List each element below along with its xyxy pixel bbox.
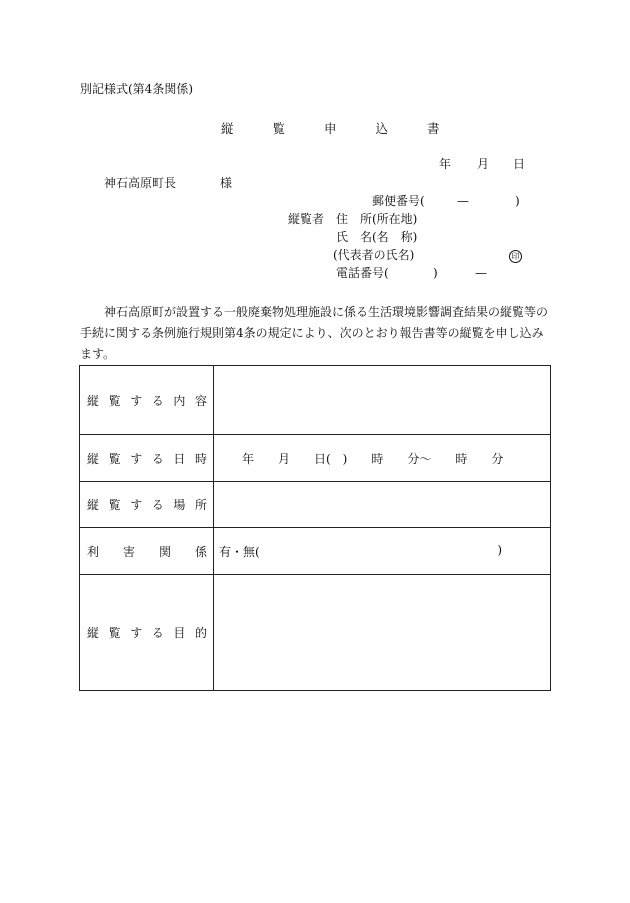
place-field[interactable] — [214, 482, 551, 528]
title-char: 覧 — [272, 121, 285, 136]
content-field[interactable] — [214, 366, 551, 435]
phone-dash: — — [475, 266, 487, 280]
addressee-honorific: 様 — [220, 176, 233, 190]
purpose-field[interactable] — [214, 575, 551, 691]
application-statement: 神石高原町が設置する一般廃棄物処理施設に係る生活環境影響調査結果の縦覧等の手続に関する条例施行規則第4条の規定により、次のとおり報告書等の縦覧を申し込みます。 — [80, 305, 549, 361]
title-char: 申 — [323, 121, 337, 136]
representative-label: (代表者の氏名) — [333, 248, 415, 262]
table-row — [80, 575, 551, 691]
row-label-purpose: 縦 覧 す る 目 的 — [80, 575, 214, 691]
title-char: 縦 — [221, 121, 234, 136]
seal-icon: 印 — [509, 250, 522, 263]
row-label-place: 縦 覧 す る 場 所 — [80, 482, 214, 528]
postal-code-dash: — — [457, 194, 469, 208]
table-row — [80, 435, 551, 482]
postal-code-close: ) — [515, 194, 520, 208]
table-row — [80, 528, 551, 575]
row-label-content: 縦 覧 す る 内 容 — [80, 366, 214, 435]
date-day-label: 日 — [513, 157, 526, 171]
title-char: 込 — [375, 121, 388, 136]
interest-field[interactable] — [214, 528, 551, 575]
postal-code-label: 郵便番号( — [372, 194, 425, 208]
table-row — [80, 482, 551, 528]
datetime-field[interactable] — [214, 435, 551, 482]
addressee-name: 神石高原町長 — [104, 176, 177, 190]
date-month-label: 月 — [477, 157, 490, 171]
phone-label: 電話番号( — [336, 266, 389, 280]
address-label: 住 所(所在地) — [336, 212, 418, 226]
interest-close: ) — [497, 542, 502, 557]
form-reference: 別記様式(第4条関係) — [80, 82, 193, 96]
table-row — [80, 366, 551, 435]
seal-mark — [509, 248, 522, 263]
document-title — [221, 122, 439, 136]
interest-options: 有・無( — [219, 544, 260, 559]
title-char: 書 — [426, 121, 440, 136]
application-table — [79, 365, 551, 691]
phone-close: ) — [433, 266, 438, 280]
datetime-template: 年 月 日( ) 時 分～ 時 分 — [242, 451, 504, 466]
applicant-role-label: 縦覧者 — [288, 212, 325, 226]
date-year-label: 年 — [439, 157, 452, 171]
row-label-interest: 利 害 関 係 — [80, 528, 214, 575]
name-label: 氏 名(名 称) — [336, 230, 418, 244]
row-label-datetime: 縦 覧 す る 日 時 — [80, 435, 214, 482]
